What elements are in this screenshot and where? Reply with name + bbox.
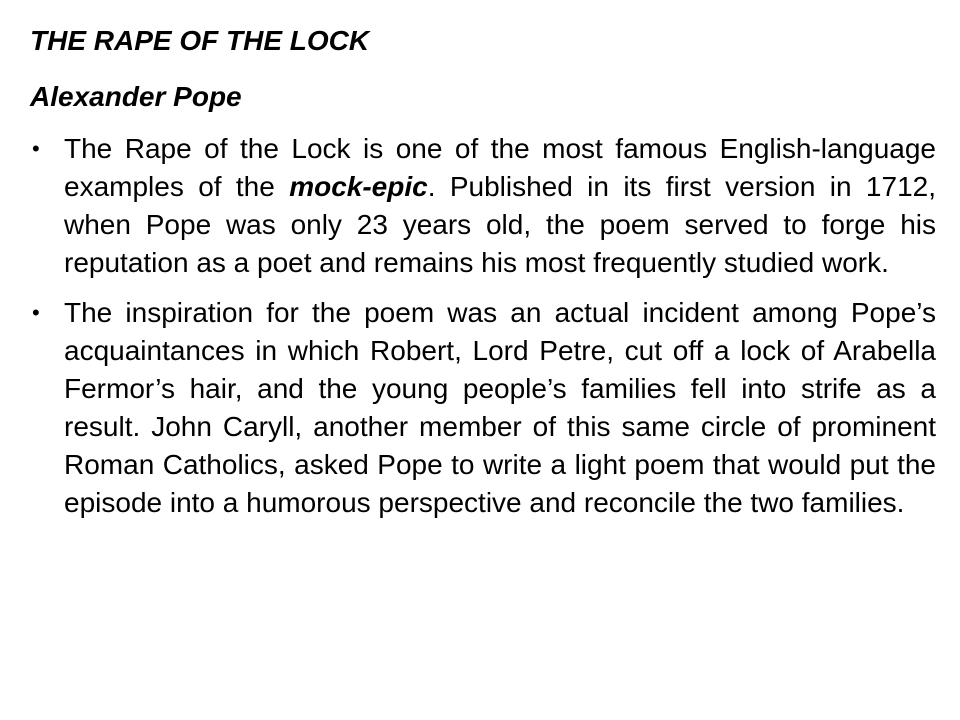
author-name: Alexander Pope [30, 81, 242, 112]
bullet-icon: • [32, 300, 40, 325]
bullet-text-part: . Published in its first version in 1712, when Pope was only 23 years old, the poem served to forge his reputation as a poet and remains his most frequently studied work. [64, 171, 937, 278]
bullet-item-mock-epic [30, 130, 936, 282]
bullet-list [30, 130, 936, 522]
bullet-item-inspiration [30, 294, 936, 522]
mock-epic-emphasis: mock-epic [289, 171, 428, 202]
bullet-text-part: The Rape of the Lock is one of the most famous English-language examples of the [64, 133, 936, 202]
bullet-icon: • [32, 136, 40, 161]
slide-content [30, 22, 936, 534]
poem-title: THE RAPE OF THE LOCK [30, 25, 370, 56]
bullet-text: The inspiration for the poem was an actual incident among Pope’s acquaintances in which Robert, Lord Petre, cut off a lock of Arabella Fermor’s hair, and the young people’s families fell into strife as a result. John Caryll, another member of this same circle of prominent Roman Catholics, asked Pope to write a light poem that would put the episode into a humorous perspective and reconcile the two families. [64, 297, 936, 518]
